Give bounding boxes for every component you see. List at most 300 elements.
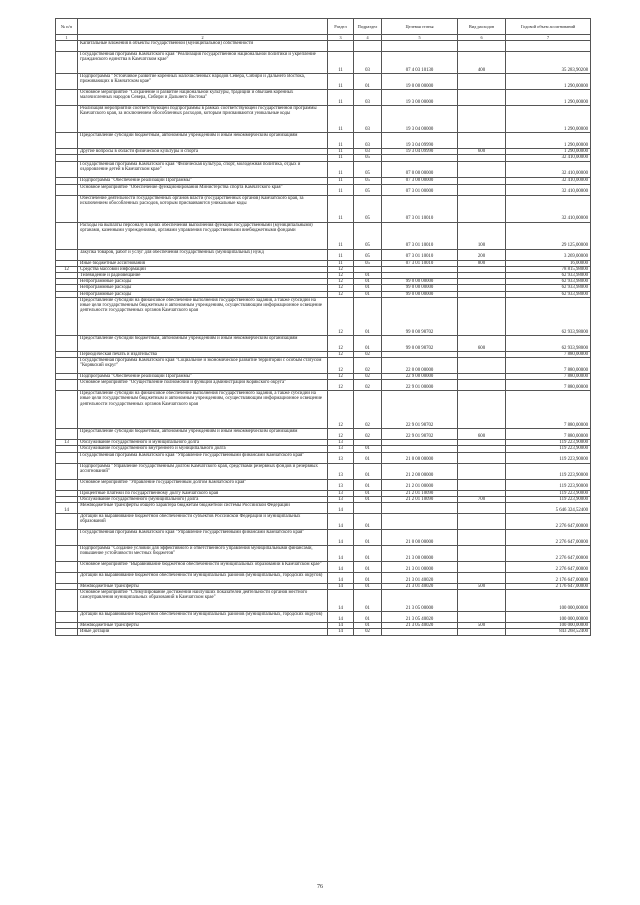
row-podrazdel: 05 [354,260,382,266]
row-summa: 32 410,00000 [506,161,591,177]
row-number [56,562,78,573]
row-podrazdel: 01 [354,490,382,496]
row-summa: 62 933,98000 [506,279,591,285]
row-name: Реализация мероприятий соответствующей подпрограммы в рамках соответствующей государственной программы Камчатского края, за исключением обособленных расходов, которым присваиваются уникальные коды [78,106,328,133]
row-podrazdel: 01 [354,479,382,490]
table-row [56,380,591,391]
row-podrazdel [354,503,382,514]
row-celevaya-statya: 21 3 00 00000 [382,546,458,562]
row-vid-rashodov [458,514,506,530]
row-vid-rashodov [458,546,506,562]
row-celevaya-statya: 22 9 00 00000 [382,374,458,380]
row-podrazdel: 01 [354,530,382,546]
column-number: 7 [506,35,591,41]
header-celevaya: Целевая статья [382,19,458,35]
table-row [56,161,591,177]
row-number [56,391,78,429]
table-row [56,195,591,222]
row-number [56,195,78,222]
row-summa: 62 933,98000 [506,273,591,279]
row-number [56,590,78,612]
row-name: Дотации на выравнивание бюджетной обеспеченности муниципальных районов (муниципальных, городских округов) [78,612,328,623]
row-name: Предоставление субсидий на финансовое обеспечение выполнения государственного задания, а также субсидий на иные цели государственным бюджетным и автономным учреждениям, осуществляющим информационное освещение деятельности государственных органов Камчатского края [78,297,328,335]
row-celevaya-statya: 22 9 01 98702 [382,391,458,429]
row-vid-rashodov [458,452,506,463]
row-podrazdel: 03 [354,106,382,133]
row-razdel: 14 [328,530,354,546]
column-number: 5 [382,35,458,41]
row-summa: 119 223,90000 [506,479,591,490]
row-name: Подпрограмма "Создание условий для эффективного и ответственного управления муниципальными финансами, повышение устойчивости местных бюджетов" [78,546,328,562]
row-razdel: 12 [328,380,354,391]
table-row [56,41,591,52]
table-row [56,429,591,440]
row-razdel: 12 [328,351,354,357]
row-summa: 7 880,00000 [506,429,591,440]
row-name: Предоставление субсидий на финансовое обеспечение выполнения государственного задания, а также субсидий на иные цели государственным бюджетным и автономным учреждениям, осуществляющим информационное освещение деятельности государственных органов Камчатского края [78,391,328,429]
table-row [56,358,591,374]
row-celevaya-statya: 22 0 00 00000 [382,358,458,374]
row-razdel: 13 [328,463,354,479]
row-summa: 16,00000 [506,260,591,266]
header-podrazdel: Подраздел [354,19,382,35]
row-podrazdel: 01 [354,279,382,285]
row-summa: 7 880,00000 [506,358,591,374]
row-number: 12 [56,266,78,272]
row-vid-rashodov: 100 [458,222,506,249]
row-name: Государственная программа Камчатского края "Управление государственными финансами Камчатского края" [78,452,328,463]
row-razdel: 12 [328,335,354,351]
row-celevaya-statya: 07 4 03 10130 [382,52,458,74]
row-number [56,41,78,52]
row-name: Периодическая печать и издательства [78,351,328,357]
row-podrazdel: 02 [354,351,382,357]
row-celevaya-statya: 21 3 01 40020 [382,573,458,584]
table-row [56,530,591,546]
table-header-row [56,19,591,35]
row-vid-rashodov [458,90,506,106]
row-number [56,184,78,195]
row-name: Основное мероприятие "Обеспечение функционирования Министерства спорта Камчатского края" [78,184,328,195]
row-celevaya-statya: 07 3 00 00000 [382,177,458,184]
row-summa: 2 276 647,00000 [506,546,591,562]
row-podrazdel: 01 [354,562,382,573]
row-name: Обслуживание государственного (муниципального) долга [78,496,328,502]
row-razdel: 14 [328,629,354,635]
table-row [56,335,591,351]
row-name: Государственная программа Камчатского края "Физическая культура, спорт, молодежная политика, отдых и оздоровление детей в Камчатском крае" [78,161,328,177]
row-razdel: 12 [328,429,354,440]
row-podrazdel: 02 [354,374,382,380]
row-summa: 7 880,00000 [506,374,591,380]
row-celevaya-statya: 07 3 01 00000 [382,184,458,195]
row-vid-rashodov [458,184,506,195]
row-razdel: 11 [328,249,354,260]
row-name: Дотации на выравнивание бюджетной обеспеченности муниципальных районов (муниципальных, городских округов) [78,573,328,584]
table-row [56,546,591,562]
row-name: Капитальные вложения в объекты государственной (муниципальной) собственности [78,41,328,52]
row-razdel: 11 [328,106,354,133]
row-vid-rashodov [458,195,506,222]
row-summa: 100 000,00000 [506,612,591,623]
row-vid-rashodov [458,503,506,514]
row-vid-rashodov [458,161,506,177]
row-name: Предоставление субсидий бюджетным, автономным учреждениям и иным некоммерческим организациям [78,429,328,440]
row-number [56,161,78,177]
row-razdel: 12 [328,273,354,279]
row-name: Подпрограмма "Управление государственным долгом Камчатского края, средствами резервных фондов и резервных ассигнований" [78,463,328,479]
row-vid-rashodov [458,391,506,429]
row-podrazdel: 01 [354,546,382,562]
row-podrazdel: 01 [354,446,382,452]
row-number [56,249,78,260]
table-body [56,41,591,635]
row-razdel: 13 [328,496,354,502]
row-vid-rashodov [458,358,506,374]
column-number: 6 [458,35,506,41]
row-celevaya-statya: 99 0 00 00000 [382,279,458,285]
row-name: Государственная программа Камчатского края "Реализация государственной национальной политики и укрепление гражданского единства в Камчатском крае" [78,52,328,74]
row-celevaya-statya: 99 0 00 98702 [382,335,458,351]
row-razdel: 14 [328,612,354,623]
row-podrazdel: 02 [354,429,382,440]
row-razdel: 12 [328,266,354,272]
header-num: № п/п [56,19,78,35]
row-summa: 5 646 324,52400 [506,503,591,514]
row-summa: 843 268,52400 [506,629,591,635]
row-vid-rashodov: 200 [458,249,506,260]
row-celevaya-statya: 19 3 00 00000 [382,90,458,106]
row-summa: 119 223,90000 [506,452,591,463]
row-summa: 7 880,00000 [506,391,591,429]
row-number [56,106,78,133]
row-celevaya-statya: 07 3 01 10010 [382,249,458,260]
row-razdel: 11 [328,155,354,161]
row-podrazdel: 05 [354,222,382,249]
row-razdel: 11 [328,177,354,184]
row-razdel: 11 [328,133,354,149]
row-name: Обеспечение деятельности государственных органов власти (государственных органов) Камчатского края, за исключением обособленных расходов, которым присваиваются уникальные коды [78,195,328,222]
row-razdel: 11 [328,260,354,266]
row-summa: 100 000,00000 [506,590,591,612]
row-podrazdel: 01 [354,496,382,502]
row-celevaya-statya: 19 3 04 09990 [382,149,458,155]
row-number [56,222,78,249]
row-podrazdel: 01 [354,273,382,279]
row-celevaya-statya [382,514,458,530]
row-name: Основное мероприятие "Сохранение и развитие национальной культуры, традиций и обычаев коренных малочисленных народов Севера, Сибири и Дальнего Востока" [78,90,328,106]
row-summa: 1 290,00000 [506,133,591,149]
row-summa: 29 125,00000 [506,222,591,249]
row-number [56,612,78,623]
row-celevaya-statya: 21 0 00 00000 [382,530,458,546]
row-podrazdel: 01 [354,285,382,291]
row-name: Иные бюджетные ассигнования [78,260,328,266]
row-name: Непрограммные расходы [78,285,328,291]
row-vid-rashodov [458,41,506,52]
row-celevaya-statya: 19 3 04 00000 [382,106,458,133]
row-razdel: 13 [328,446,354,452]
table-row [56,612,591,623]
row-name: Обслуживание государственного внутреннего и муниципального долга [78,446,328,452]
row-celevaya-statya: 21 2 01 00000 [382,479,458,490]
row-vid-rashodov [458,629,506,635]
row-vid-rashodov [458,479,506,490]
row-name: Основное мероприятие "Управление государственным долгом Камчатского края" [78,479,328,490]
row-podrazdel: 01 [354,584,382,590]
row-razdel: 12 [328,285,354,291]
row-summa: 7 880,00000 [506,351,591,357]
row-podrazdel: 01 [354,590,382,612]
row-name: Средства массовой информации [78,266,328,272]
row-number [56,90,78,106]
row-summa: 1 290,00000 [506,149,591,155]
row-name: Подпрограмма "Обеспечение реализации Программы" [78,374,328,380]
table-row [56,133,591,149]
row-celevaya-statya [382,629,458,635]
row-razdel: 12 [328,291,354,297]
row-podrazdel: 03 [354,149,382,155]
row-summa: 2 276 647,00000 [506,514,591,530]
row-razdel: 11 [328,74,354,90]
row-vid-rashodov: 600 [458,149,506,155]
row-razdel: 13 [328,452,354,463]
row-name: Подпрограмма "Устойчивое развитие коренных малочисленных народов Севера, Сибири и Дальнего Востока, проживающих в Камчатском крае" [78,74,328,90]
table-row [56,590,591,612]
row-number [56,629,78,635]
row-podrazdel: 05 [354,184,382,195]
row-name: Основное мероприятие "Выравнивание бюджетной обеспеченности муниципальных образований в Камчатском крае" [78,562,328,573]
row-vid-rashodov [458,530,506,546]
row-name: Предоставление субсидий бюджетным, автономным учреждениям и иным некоммерческим организациям [78,335,328,351]
row-vid-rashodov [458,106,506,133]
column-number: 1 [56,35,78,41]
row-name: Межбюджетные трансферты общего характера бюджетам бюджетной системы Российской Федерации [78,503,328,514]
row-name: Иные дотации [78,629,328,635]
row-vid-rashodov [458,177,506,184]
table-row [56,629,591,635]
row-number [56,573,78,584]
row-razdel: 13 [328,440,354,446]
row-celevaya-statya: 99 0 00 00000 [382,285,458,291]
row-podrazdel [354,41,382,52]
row-summa: 119 223,90000 [506,463,591,479]
row-summa: 78 815,98000 [506,266,591,272]
row-name: Предоставление субсидий бюджетным, автономным учреждениям и иным некоммерческим организациям [78,133,328,149]
row-podrazdel: 01 [354,514,382,530]
row-number [56,514,78,530]
row-number [56,452,78,463]
row-podrazdel: 01 [354,291,382,297]
row-razdel: 12 [328,297,354,335]
row-number [56,380,78,391]
table-row [56,452,591,463]
row-summa: 2 276 647,00000 [506,562,591,573]
table-row [56,514,591,530]
table-row [56,503,591,514]
row-podrazdel: 05 [354,161,382,177]
row-podrazdel: 05 [354,155,382,161]
table-row [56,391,591,429]
row-celevaya-statya [382,41,458,52]
row-summa: 32 410,00000 [506,184,591,195]
row-number: 14 [56,503,78,514]
row-razdel: 14 [328,584,354,590]
row-celevaya-statya: 21 3 05 00000 [382,590,458,612]
column-number: 3 [328,35,354,41]
row-podrazdel: 05 [354,249,382,260]
row-name: Расходы на выплаты персоналу в целях обеспечения выполнения функций государственными (муниципальными) органами, казенными учреждениями, органами управления государственными внебюджетными фондами [78,222,328,249]
budget-table [55,18,591,636]
table-row [56,562,591,573]
table-row [56,249,591,260]
row-razdel: 14 [328,503,354,514]
row-celevaya-statya: 21 3 05 40020 [382,612,458,623]
row-podrazdel: 02 [354,380,382,391]
row-vid-rashodov: 600 [458,335,506,351]
row-vid-rashodov [458,380,506,391]
row-podrazdel: 02 [354,358,382,374]
row-razdel: 14 [328,590,354,612]
column-number: 2 [78,35,328,41]
row-summa: 100 000,00000 [506,623,591,629]
row-summa: 62 933,98000 [506,335,591,351]
row-podrazdel: 01 [354,335,382,351]
row-number [56,479,78,490]
row-vid-rashodov [458,463,506,479]
row-celevaya-statya: 21 0 00 00000 [382,452,458,463]
row-name: Государственная программа Камчатского края "Социальное и экономическое развитие территории с особым статусом "Корякский округ" [78,358,328,374]
row-podrazdel: 01 [354,463,382,479]
row-number [56,177,78,184]
row-podrazdel: 01 [354,623,382,629]
row-number [56,546,78,562]
row-razdel: 11 [328,149,354,155]
row-razdel: 14 [328,514,354,530]
row-name: Обслуживание государственного и муниципального долга [78,440,328,446]
row-number [56,335,78,351]
row-vid-rashodov [458,590,506,612]
row-vid-rashodov: 400 [458,52,506,74]
row-celevaya-statya: 22 9 01 00000 [382,380,458,391]
header-summa: Годовой объем ассигнований [506,19,591,35]
row-razdel: 13 [328,490,354,496]
row-podrazdel: 02 [354,629,382,635]
row-podrazdel: 03 [354,90,382,106]
row-vid-rashodov: 500 [458,584,506,590]
row-summa: 62 933,98000 [506,285,591,291]
row-celevaya-statya: 21 2 00 00000 [382,463,458,479]
row-summa: 62 933,98000 [506,291,591,297]
row-summa: 2 176 647,00000 [506,573,591,584]
row-razdel: 14 [328,573,354,584]
table-row [56,52,591,74]
row-celevaya-statya: 19 0 00 00000 [382,74,458,90]
page-number: 76 [317,884,323,890]
row-number [56,74,78,90]
row-podrazdel: 03 [354,52,382,74]
row-name: Закупка товаров, работ и услуг для обеспечения государственных (муниципальных) нужд [78,249,328,260]
row-name: Другие вопросы в области физической культуры и спорта [78,149,328,155]
row-podrazdel: 01 [354,74,382,90]
row-razdel: 12 [328,391,354,429]
row-razdel: 12 [328,374,354,380]
table-row [56,297,591,335]
row-celevaya-statya: 99 0 00 98702 [382,297,458,335]
row-razdel: 11 [328,195,354,222]
row-summa: 7 880,00000 [506,380,591,391]
row-name: Процентные платежи по государственному долгу Камчатского края [78,490,328,496]
row-celevaya-statya [382,503,458,514]
header-name [78,19,328,35]
row-summa: 32 410,00000 [506,155,591,161]
row-name: Межбюджетные трансферты [78,623,328,629]
row-name: Непрограммные расходы [78,291,328,297]
row-razdel: 11 [328,184,354,195]
table-row [56,222,591,249]
row-number [56,429,78,440]
row-number [56,133,78,149]
row-celevaya-statya: 07 3 01 10010 [382,222,458,249]
row-summa: 2 176 647,00000 [506,584,591,590]
row-summa: 1 290,00000 [506,74,591,90]
row-celevaya-statya: 21 3 01 40020 [382,584,458,590]
row-podrazdel: 02 [354,391,382,429]
table-row [56,74,591,90]
row-podrazdel: 01 [354,612,382,623]
row-vid-rashodov: 800 [458,260,506,266]
row-celevaya-statya: 99 0 00 00000 [382,291,458,297]
row-razdel: 11 [328,52,354,74]
row-celevaya-statya: 21 3 05 40020 [382,623,458,629]
row-razdel: 11 [328,90,354,106]
row-vid-rashodov [458,133,506,149]
row-vid-rashodov [458,573,506,584]
row-celevaya-statya: 07 3 01 10010 [382,260,458,266]
row-summa: 3 269,00000 [506,249,591,260]
row-summa: 62 933,98000 [506,297,591,335]
table-row [56,463,591,479]
row-celevaya-statya: 07 0 00 00000 [382,161,458,177]
row-podrazdel: 05 [354,195,382,222]
row-number [56,463,78,479]
header-razdel: Раздел [328,19,354,35]
row-celevaya-statya: 21 2 01 10090 [382,496,458,502]
row-number [56,52,78,74]
row-number: 13 [56,440,78,446]
row-summa: 119 223,90000 [506,496,591,502]
row-celevaya-statya: 19 3 04 09990 [382,133,458,149]
row-name: Государственная программа Камчатского края "Управление государственными финансами Камчатского края" [78,530,328,546]
row-summa [506,41,591,52]
row-podrazdel: 01 [354,452,382,463]
row-razdel: 11 [328,161,354,177]
row-podrazdel: 01 [354,573,382,584]
row-summa: 119 223,90000 [506,446,591,452]
row-summa: 2 276 647,00000 [506,530,591,546]
row-razdel [328,41,354,52]
row-vid-rashodov [458,74,506,90]
row-name: Межбюджетные трансферты [78,584,328,590]
row-podrazdel: 05 [354,177,382,184]
row-name: Основное мероприятие "Осуществление полномочий и функций администрации Корякского округа" [78,380,328,391]
row-vid-rashodov: 600 [458,429,506,440]
column-number: 4 [354,35,382,41]
row-number [56,358,78,374]
row-vid-rashodov [458,297,506,335]
row-name: Подпрограмма "Обеспечение реализации Программы" [78,177,328,184]
table-row [56,177,591,184]
